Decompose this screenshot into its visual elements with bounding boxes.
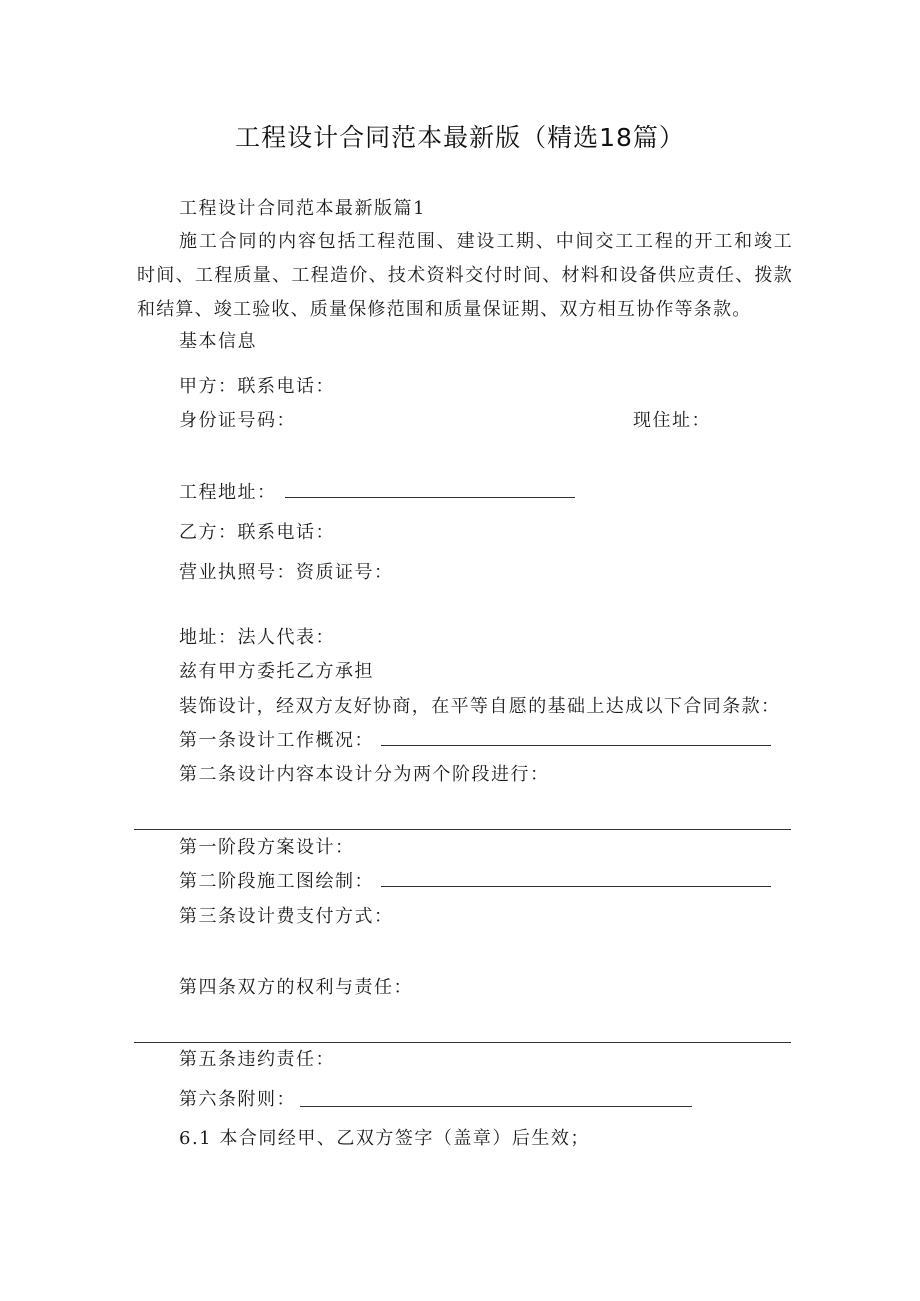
stage-2-label: 第二阶段施工图绘制： (179, 871, 374, 892)
current-address-label: 现住址： (633, 410, 711, 431)
article-1-blank (381, 745, 771, 746)
intro-paragraph: 施工合同的内容包括工程范围、建设工期、中间交工工程的开工和竣工时间、工程质量、工程造价、技术资料交付时间、材料和设备供应责任、拨款和结算、竣工验收、质量保修范围和质量保证期、双方相互协作等条款。 (137, 231, 793, 320)
stage-1-label: 第一阶段方案设计： (179, 837, 355, 858)
article-5-label: 第五条违约责任： (179, 1049, 335, 1070)
party-a-line: 甲方：联系电话： (179, 376, 335, 397)
id-number-label: 身份证号码： (179, 410, 296, 431)
stage-2-blank (381, 886, 771, 887)
article-2-full-blank (134, 829, 791, 830)
project-address-label: 工程地址： (179, 482, 277, 503)
article-6-blank (300, 1106, 692, 1107)
decoration-design-line: 装饰设计，经双方友好协商，在平等自愿的基础上达成以下合同条款： (179, 696, 781, 717)
clause-6-1: 6.1 本合同经甲、乙双方签字（盖章）后生效； (179, 1128, 590, 1149)
project-address-blank (285, 497, 575, 498)
article-1-label: 第一条设计工作概况： (179, 730, 374, 751)
business-license-line: 营业执照号：资质证号： (179, 562, 394, 583)
article-6-label: 第六条附则： (179, 1089, 296, 1110)
document-title: 工程设计合同范本最新版（精选18篇） (235, 123, 685, 152)
basic-info-heading: 基本信息 (179, 331, 257, 352)
article-4-full-blank (134, 1042, 791, 1043)
address-legal-rep-line: 地址：法人代表： (179, 627, 335, 648)
party-b-line: 乙方：联系电话： (179, 522, 335, 543)
article-3-label: 第三条设计费支付方式： (179, 906, 394, 927)
entrust-line: 兹有甲方委托乙方承担 (179, 661, 374, 682)
article-4-label: 第四条双方的权利与责任： (179, 977, 413, 998)
section-heading: 工程设计合同范本最新版篇1 (179, 198, 426, 219)
article-2-label: 第二条设计内容本设计分为两个阶段进行： (179, 764, 550, 785)
